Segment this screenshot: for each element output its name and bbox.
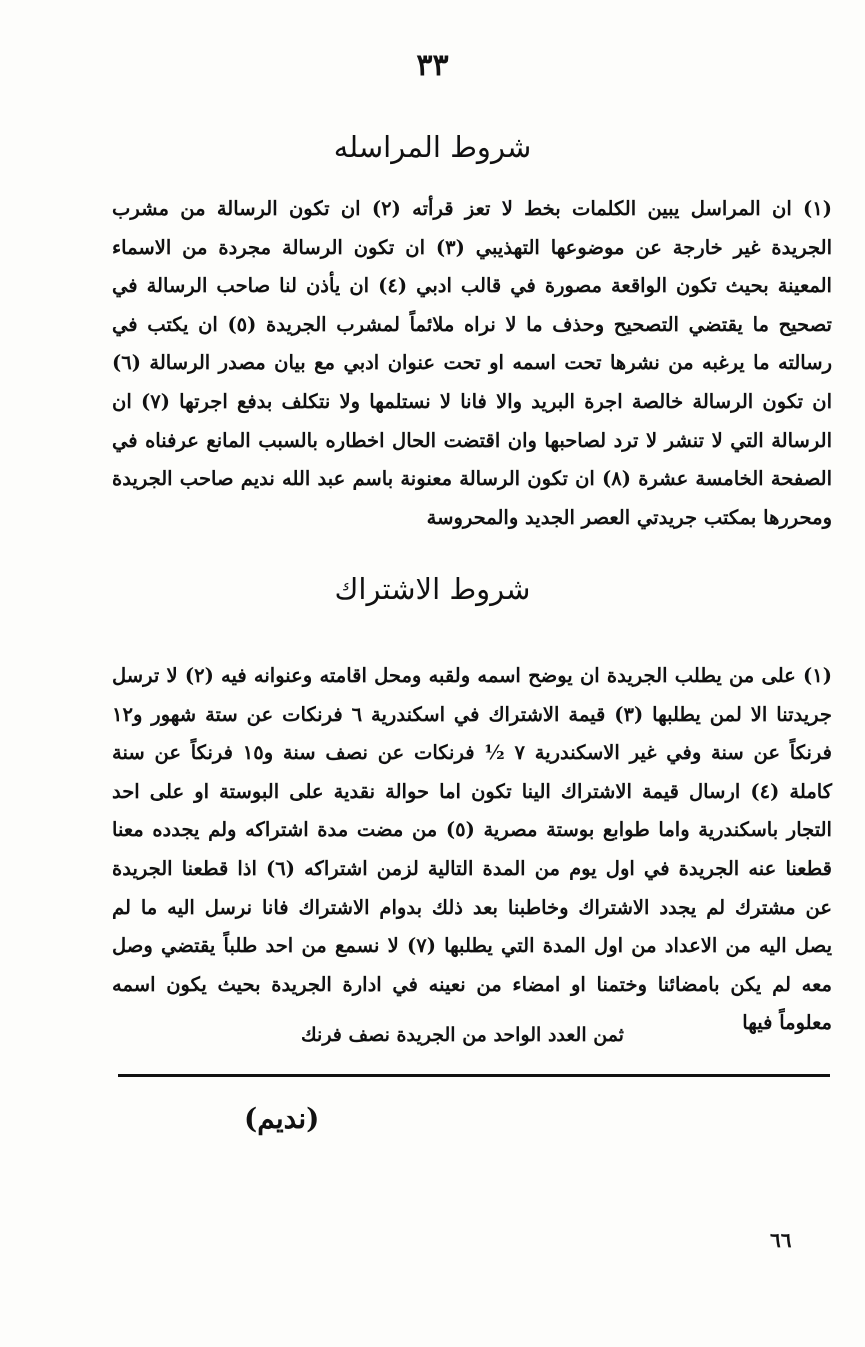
correspondence-terms-paragraph: (١) ان المراسل يبين الكلمات بخط لا تعز قرأته (٢) ان تكون الرسالة من مشرب الجريدة غير خارجة عن موضوعها التهذيبي (٣) ان تكون الرسالة مجردة من الاسماء المعينة بحيث تكون الواقعة مصورة في قالب ادبي (٤) ان يأذن لنا صاحب الرسالة في تصحيح ما يقتضي التصحيح وحذف ما لا نراه ملائماً لمشرب الجريدة (٥) ان يكتب في رسالته ما يرغبه من نشرها تحت اسمه او تحت عنوان ادبي مع بيان مصدر الرسالة (٦) ان تكون الرسالة خالصة اجرة البريد والا فانا لا نستلمها ولا نتكلف بدفع اجرتها (٧) ان الرسالة التي لا تنشر لا ترد لصاحبها وان اقتضت الحال اخطاره بالسبب المانع عرفناه في الصفحة الخامسة عشرة (٨) ان تكون الرسالة معنونة باسم عبد الله نديم صاحب الجريدة ومحررها بمكتب جريدتي العصر الجديد والمحروسة [112,197,832,529]
page-number: ٣٣ [416,48,449,83]
signature: (نديم) [244,1102,320,1135]
subscription-terms-paragraph: (١) على من يطلب الجريدة ان يوضح اسمه ولقبه ومحل اقامته وعنوانه فيه (٢) لا ترسل جريدتنا الا لمن يطلبها (٣) قيمة الاشتراك في اسكندرية ٦ فرنكات عن ستة شهور و١٢ فرنكاً عن سنة وفي غير الاسكندرية ٧ ½ فرنكات عن نصف سنة و١٥ فرنكاً عن سنة كاملة (٤) ارسال قيمة الاشتراك الينا تكون اما حوالة نقدية على البوستة او على احد التجار باسكندرية واما طوابع بوستة مصرية (٥) من مضت مدة اشتراكه ولم يجدده معنا قطعنا عنه الجريدة في اول يوم من المدة التالية لزمن اشتراكه (٦) اذا قطعنا الجريدة عن مشترك لم يجدد الاشتراك وخاطبنا بعد ذلك بدوام الاشتراك فانا نرسل اليه ما لم يصل اليه من الاعداد من اول المدة التي يطلبها (٧) لا نسمع من احد طلباً يقتضي وصل معه لم يكن بامضائنا وختمنا او امضاء من نعينه في ادارة الجريدة بحيث يكون اسمه معلوماً فيها [112,664,832,1035]
folio-number: ٦٦ [770,1228,792,1252]
divider-rule [118,1074,830,1077]
subscription-heading: شروط الاشتراك [334,572,531,606]
issue-price-note: ثمن العدد الواحد من الجريدة نصف فرنك [301,1024,624,1046]
correspondence-heading: شروط المراسله [333,130,532,164]
